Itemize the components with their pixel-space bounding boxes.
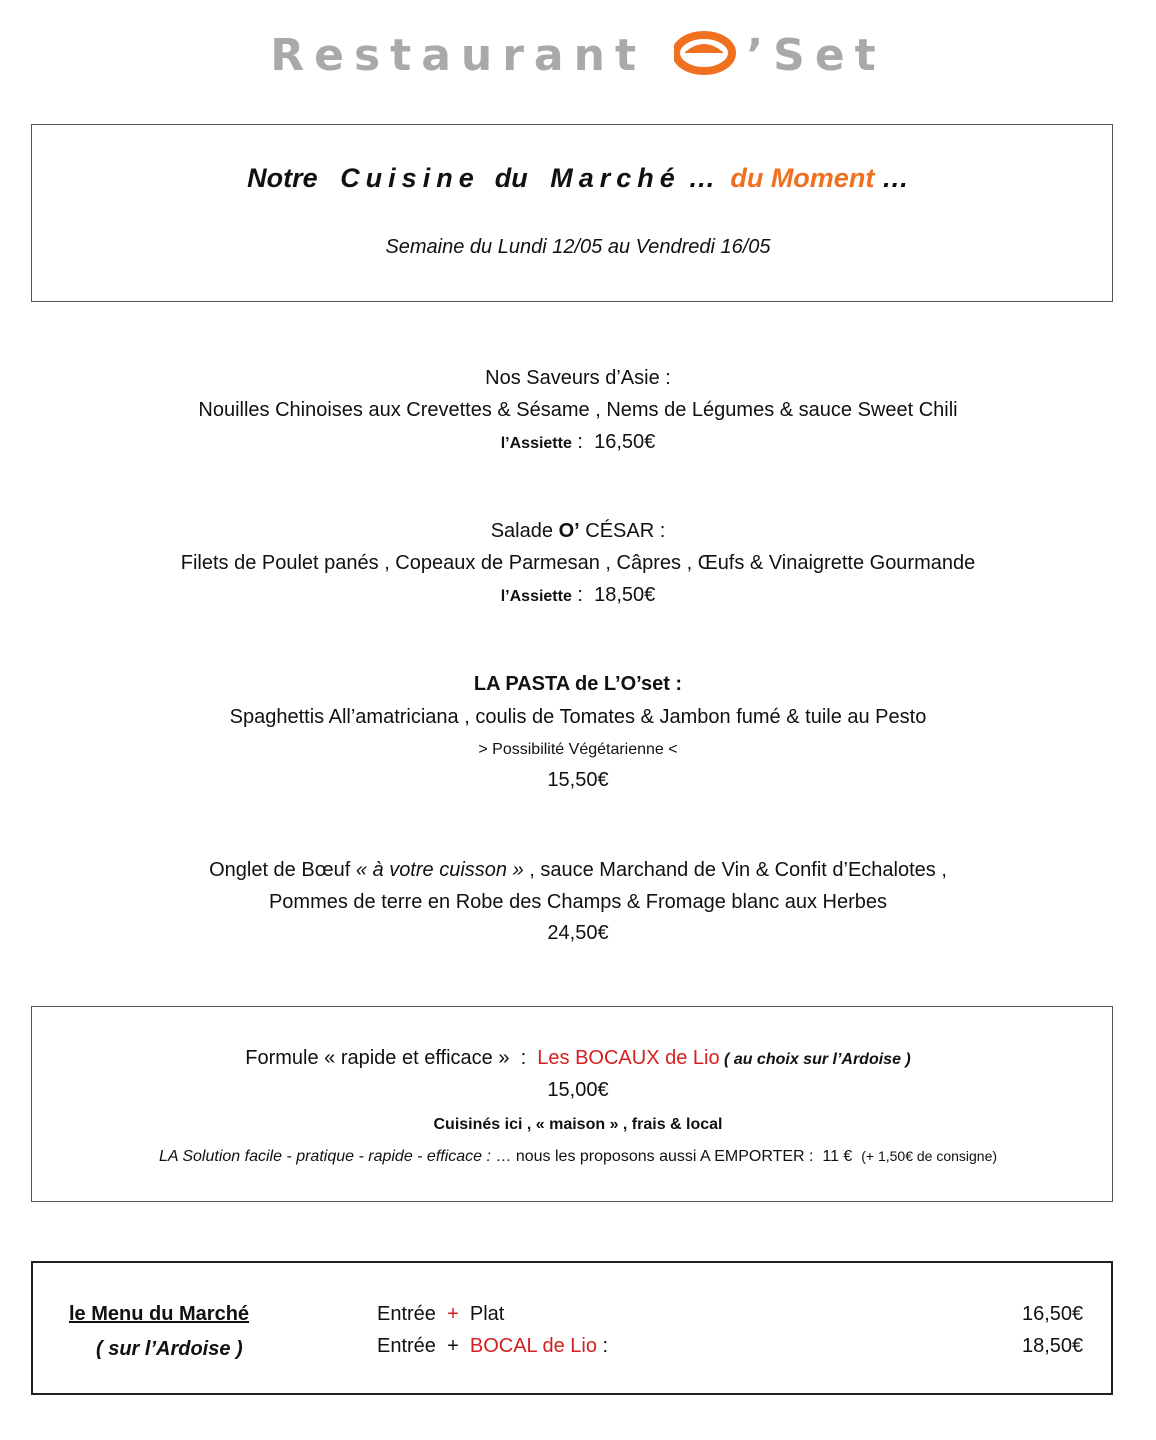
menu-row (377, 1335, 608, 1358)
dish-price (0, 584, 1156, 607)
dish-price: 24,50€ (547, 922, 609, 944)
solution-text: … nous les proposons aussi A EMPORTER : 11 € (490, 1148, 862, 1165)
price-value: 18,50€ (594, 584, 656, 606)
menu-entree: Entrée (377, 1303, 436, 1325)
logo-word: Restaurant (270, 30, 646, 81)
price-separator: : (571, 431, 595, 453)
formule-price: 15,00€ (547, 1079, 609, 1101)
dish-description-2: Pommes de terre en Robe des Champs & Fromage blanc aux Herbes (268, 891, 888, 913)
formule-cuisines: Cuisinés ici , « maison » , frais & local (433, 1116, 723, 1133)
consigne-note: (+ 1,50€ de consigne) (861, 1148, 998, 1164)
dish-description (0, 859, 1156, 882)
title-ellipsis-end: … (881, 163, 909, 193)
desc-part: Onglet de Bœuf (209, 859, 356, 881)
title-cuisine: Cuisine (340, 163, 480, 193)
title-moment: du Moment (730, 163, 875, 193)
menu-row (377, 1303, 504, 1326)
formule-label: Formule « rapide et efficace » : (245, 1047, 538, 1069)
menu-title: le Menu du Marché (69, 1303, 250, 1325)
menu-item: BOCAL de Lio (469, 1335, 597, 1357)
price-separator: : (571, 584, 595, 606)
price-label: l’Assiette (500, 588, 572, 605)
plus-sign: + (447, 1335, 459, 1357)
desc-part: , sauce Marchand de Vin & Confit d’Echalotes , (523, 859, 947, 881)
desc-cuisson: « à votre cuisson » (355, 859, 524, 881)
header-box (31, 124, 1113, 302)
dish-note: > Possibilité Végétarienne < (478, 741, 678, 758)
formule-bocaux: Les BOCAUX de Lio (537, 1047, 720, 1069)
dish-title: Nos Saveurs d’Asie : (485, 367, 671, 389)
menu-box (31, 1261, 1113, 1395)
title-part: Salade (490, 520, 559, 542)
formule-title (0, 1047, 1156, 1070)
menu-item: Plat (469, 1303, 505, 1325)
formule-choix: ( au choix sur l’Ardoise ) (719, 1051, 911, 1068)
menu-row-price: 18,50€ (1022, 1335, 1084, 1357)
title-marche: Marché (550, 163, 681, 193)
title-ellipsis: … (688, 163, 716, 193)
dish-title (0, 520, 1156, 543)
dish-description: Filets de Poulet panés , Copeaux de Parmesan , Câpres , Œufs & Vinaigrette Gourmande (180, 552, 976, 574)
title-du: du (494, 163, 528, 193)
solution-italic: LA Solution facile - pratique - rapide - efficace : (158, 1148, 491, 1165)
title-brand: O’ (558, 520, 580, 542)
menu-subtitle: ( sur l’Ardoise ) (96, 1338, 243, 1360)
price-value: 16,50€ (594, 431, 656, 453)
dish-title: LA PASTA de L’O’set : (473, 673, 683, 695)
price-label: l’Assiette (500, 435, 572, 452)
menu-row-price: 16,50€ (1022, 1303, 1084, 1325)
menu-entree: Entrée (377, 1335, 436, 1357)
dish-description: Nouilles Chinoises aux Crevettes & Sésame , Nems de Légumes & sauce Sweet Chili (198, 399, 958, 421)
logo-brand: ’Set (746, 30, 886, 81)
plus-sign: + (447, 1303, 459, 1325)
page-title (0, 163, 1156, 194)
logo-o-icon (674, 31, 740, 80)
title-part: CÉSAR : (579, 520, 666, 542)
week-dates: Semaine du Lundi 12/05 au Vendredi 16/05 (385, 236, 771, 258)
dish-description: Spaghettis All’amatriciana , coulis de Tomates & Jambon fumé & tuile au Pesto (229, 706, 927, 728)
dish-price (0, 431, 1156, 454)
formule-solution (0, 1148, 1156, 1166)
restaurant-logo (0, 30, 1156, 81)
title-notre: Notre (247, 163, 318, 193)
formule-box (31, 1006, 1113, 1202)
menu-colon: : (596, 1335, 609, 1357)
dish-price: 15,50€ (547, 769, 609, 791)
